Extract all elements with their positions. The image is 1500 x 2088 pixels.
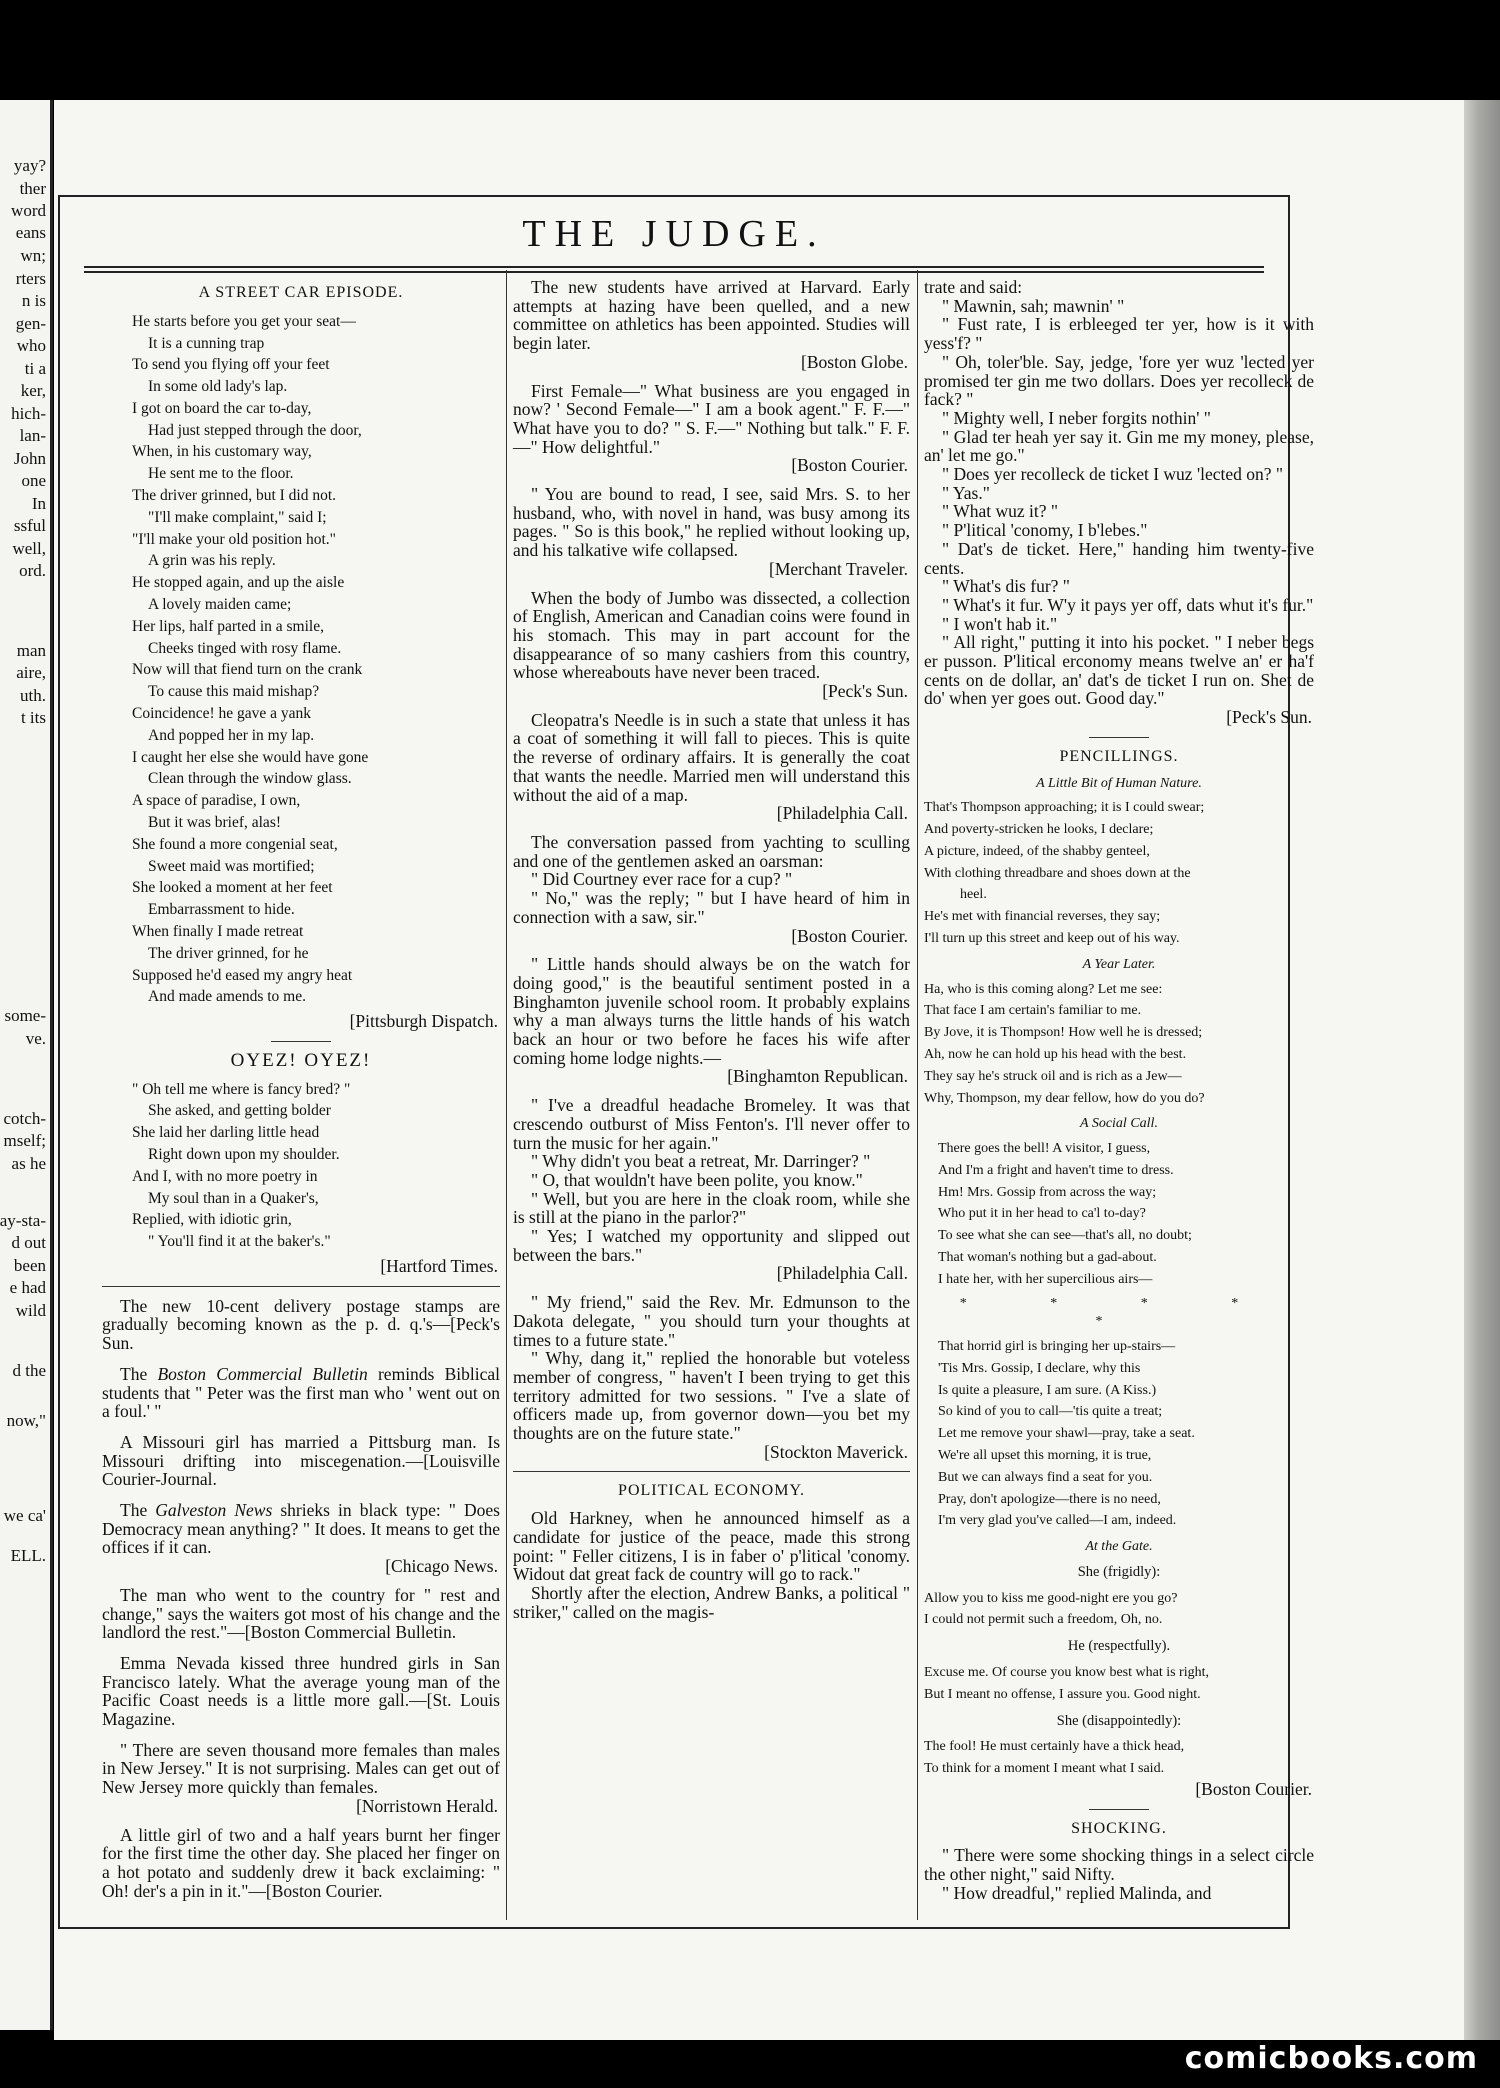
paragraph: The Galveston News shrieks in black type: " Does Democracy mean anything? " It does. It means to get the offices if it can.	[102, 1500, 500, 1558]
verse-line: I'm very glad you've called—I am, indeed.	[938, 1513, 1177, 1529]
prev-page-text-fragment: ssful	[13, 516, 46, 535]
verse-line: He's met with financial reverses, they say;	[924, 909, 1161, 925]
verse-line: Sweet maid was mortified;	[148, 857, 315, 875]
poem-street-car	[102, 311, 500, 1009]
verse-line: Pray, don't apologize—there is no need,	[938, 1491, 1161, 1507]
paragraph: " How dreadful," replied Malinda, and	[942, 1882, 1212, 1903]
verse-line: To see what she can see—that's all, no doubt;	[938, 1228, 1192, 1244]
prev-page-text-fragment: d the	[12, 1361, 46, 1380]
verse-line: But it was brief, alas!	[148, 814, 282, 832]
verse-line: I could not permit such a freedom, Oh, no.	[924, 1612, 1163, 1628]
source-credit: [Peck's Sun.	[1226, 707, 1312, 728]
prev-page-text-fragment: ve.	[25, 1029, 46, 1048]
dialogue-line: " Oh, toler'ble. Say, jedge, 'fore yer wuz 'lected yer promised ter gin me two dollars. Does yer recolleck de fack? "	[924, 351, 1314, 410]
verse-line: Embarrassment to hide.	[148, 901, 295, 919]
verse-block	[924, 1588, 1314, 1632]
prev-page-text-fragment: John	[13, 449, 46, 468]
verse-line: Ha, who is this coming along? Let me see:	[924, 981, 1163, 997]
verse-line: 'Tis Mrs. Gossip, I declare, why this	[938, 1360, 1141, 1376]
paragraph: The new students have arrived at Harvard. Early attempts at hazing have been quelled, and a new committee on athletics has been appointed. Studies will begin later.	[513, 277, 910, 354]
paragraph: When the body of Jumbo was dissected, a collection of English, American and Canadian coins were found in his stomach. This may in part account for the disappearance of so many cashiers from this country, whose whereabouts have never been traced.	[513, 587, 910, 683]
verse-line: When, in his customary way,	[132, 443, 312, 461]
verse-line: That woman's nothing but a gad-about.	[938, 1250, 1157, 1266]
prev-page-text-fragment: man	[16, 641, 46, 660]
source-credit: [Boston Courier.	[1195, 1778, 1312, 1799]
verse-line: But I meant no offense, I assure you. Good night.	[924, 1686, 1201, 1702]
paragraph: trate and said:	[924, 277, 1023, 297]
prev-page-text-fragment: wild	[15, 1301, 46, 1320]
verse-line: Now will that fiend turn on the crank	[132, 661, 363, 679]
verse-line: A picture, indeed, of the shabby genteel,	[924, 843, 1150, 859]
section-rule	[271, 1041, 331, 1042]
poem-title: A STREET CAR EPISODE.	[198, 284, 404, 301]
paragraph: " My friend," said the Rev. Mr. Edmunson to the Dakota delegate, " you should turn your thoughts at times to a future state."	[513, 1292, 910, 1350]
verse-line: Supposed he'd eased my angry heat	[132, 966, 353, 984]
paragraph: " Why, dang it," replied the honorable but voteless member of congress, " haven't I been trying to get this territory admitted for two sessions. " I've a slate of officers made up, from governor down—you bet my thoughts are on the future state."	[513, 1348, 910, 1444]
masthead-title: THE JUDGE.	[522, 213, 826, 255]
verse-block	[924, 1336, 1314, 1532]
dialogue-line: " Mighty well, I neber forgits nothin' "	[942, 407, 1211, 428]
verse-block	[924, 1736, 1314, 1780]
verse-line: I hate her, with her supercilious airs—	[938, 1271, 1153, 1287]
column-2	[513, 278, 910, 1621]
prev-page-text-fragment: uth.	[20, 686, 46, 705]
verse-line: Coincidence! he gave a yank	[132, 705, 312, 723]
paragraph: " No," was the reply; " but I have heard of him in connection with a saw, sir."	[513, 888, 910, 927]
verse-line: She found a more congenial seat,	[132, 835, 338, 853]
verse-line: They say he's struck oil and is rich as a Jew—	[924, 1068, 1182, 1084]
prev-page-text-fragment: ther	[19, 179, 46, 198]
source-credit: [Boston Globe.	[801, 351, 908, 372]
prev-page-text-fragment: ELL.	[10, 1546, 46, 1565]
paragraph: Emma Nevada kissed three hundred girls in San Francisco lately. What the average young man of the Pacific Coast needs is a little more gall.—[St. Louis Magazine.	[102, 1652, 500, 1730]
book-edge	[1464, 100, 1500, 2040]
paragraph: The man who went to the country for " rest and change," says the waiters got most of his change and the landlord the rest."—[Boston Commercial Bulletin.	[102, 1584, 500, 1643]
prev-page-text-fragment: ay-sta-	[0, 1211, 46, 1230]
ornament-stars: * * * * *	[959, 1295, 1279, 1330]
prev-page-text-fragment: been	[13, 1256, 46, 1275]
verse-line: Let me remove your shawl—pray, take a seat.	[938, 1426, 1195, 1442]
verse-line: There goes the bell! A visitor, I guess,	[938, 1141, 1151, 1157]
prev-page-text-fragment: t its	[20, 708, 46, 727]
dialogue-line: " All right," putting it into his pocket. " I neber begs er pusson. P'litical erconomy means twelve an' er ha'f cents on de dollar, an' dat's de ticket I run on. Shet de do' when yer goes out. Good day."	[924, 632, 1314, 709]
prev-page-text-fragment: ker,	[20, 381, 46, 400]
paragraph: Cleopatra's Needle is in such a state that unless it has a coat of something it will fall to pieces. This is quite the reverse of ordinary affairs. It is generally the coat that wants the needle. Married men will understand this without the aid of a map.	[513, 709, 910, 805]
prev-page-text-fragment: now,"	[6, 1411, 46, 1430]
verse-line: He stopped again, and up the aisle	[132, 574, 345, 592]
section-rule	[1089, 1809, 1149, 1810]
verse-line: Replied, with idiotic grin,	[132, 1211, 292, 1229]
section-rule	[1089, 737, 1149, 738]
prev-page-text-fragment: one	[21, 471, 46, 490]
speaker-label: She (frigidly):	[1077, 1563, 1161, 1580]
source-credit: [Binghamton Republican.	[727, 1066, 908, 1087]
verse-line: I'll turn up this street and keep out of his way.	[924, 931, 1180, 947]
verse-line: To send you flying off your feet	[132, 356, 330, 374]
verse-line: Why, Thompson, my dear fellow, how do you do?	[924, 1090, 1205, 1106]
dialogue-line: " Mawnin, sah; mawnin' "	[942, 295, 1125, 316]
masthead-rule-double	[84, 271, 1264, 273]
paragraph: Old Harkney, when he announced himself as a candidate for justice of the peace, made this strong point: " Feller citizens, I is in faber o' p'litical 'conomy. Widout dat great fack de country will go to rack."	[513, 1508, 910, 1585]
verse-line: He starts before you get your seat—	[132, 312, 356, 330]
section-rule	[513, 1471, 910, 1472]
source-credit: [Stockton Maverick.	[764, 1441, 908, 1462]
previous-page-fragment	[0, 100, 53, 2030]
paragraph: " I've a dreadful headache Bromeley. It was that crescendo outburst of Miss Fenton's. I'll never offer to turn the music for her again."	[513, 1095, 910, 1153]
paragraph: " O, that wouldn't have been polite, you know."	[531, 1169, 863, 1190]
verse-line: And poverty-stricken he looks, I declare;	[924, 822, 1154, 838]
verse-line: To cause this maid mishap?	[148, 683, 320, 701]
verse-line: He sent me to the floor.	[148, 465, 294, 483]
verse-line: And made amends to me.	[148, 988, 306, 1006]
source-credit: [Boston Courier.	[791, 925, 908, 946]
section-heading: PENCILLINGS.	[1059, 747, 1179, 765]
prev-page-text-fragment: we ca'	[3, 1506, 46, 1525]
speaker-label: He (respectfully).	[1067, 1638, 1171, 1655]
prev-page-text-fragment: gen-	[15, 314, 46, 333]
subheading: A Little Bit of Human Nature.	[1036, 775, 1202, 791]
verse-line: With clothing threadbare and shoes down at the	[924, 865, 1191, 881]
prev-page-text-fragment: who	[16, 336, 46, 355]
speaker-label: She (disappointedly):	[1056, 1712, 1182, 1729]
prev-page-text-fragment: well,	[12, 539, 46, 558]
verse-line: To think for a moment I meant what I said.	[924, 1761, 1165, 1776]
verse-line: Ah, now he can hold up his head with the best.	[924, 1046, 1187, 1062]
poem-oyez	[102, 1079, 500, 1253]
verse-line: The fool! He must certainly have a thick head,	[924, 1739, 1185, 1755]
paragraph: " Did Courtney ever race for a cup? "	[531, 869, 793, 890]
paragraph: Shortly after the election, Andrew Banks, a political " striker," called on the magis-	[513, 1583, 910, 1622]
verse-line: Her lips, half parted in a smile,	[132, 617, 324, 635]
paragraph: " There are seven thousand more females than males in New Jersey." It is not surprising. Males can get out of New Jersey more quickly than females.	[102, 1739, 500, 1798]
verse-line: A space of paradise, I own,	[132, 792, 301, 810]
prev-page-text-fragment: aire,	[16, 663, 46, 682]
paragraph: A Missouri girl has married a Pittsburg man. Is Missouri drifting into miscegenation.—[Louisville Courier-Journal.	[102, 1431, 500, 1490]
verse-line: Hm! Mrs. Gossip from across the way;	[938, 1184, 1157, 1200]
paragraph: " You are bound to read, I see, said Mrs. S. to her husband, who, with novel in hand, was busy among its pages. " So is this book," he replied without looking up, and his talkative wife collapsed.	[513, 484, 910, 561]
paragraph: First Female—" What business are you engaged in now? ' Second Female—" I am a book agent." F. F.—" What have you to do? " S. F.—" Nothing but talk." F. F.—" How delightful."	[513, 380, 910, 457]
prev-page-text-fragment: d out	[11, 1233, 46, 1252]
verse-line: It is a cunning trap	[148, 334, 265, 352]
verse-line: Right down upon my shoulder.	[148, 1146, 340, 1163]
verse-line: My soul than in a Quaker's,	[148, 1189, 319, 1207]
prev-page-text-fragment: cotch-	[3, 1109, 46, 1128]
dialogue-line: " What's dis fur? "	[942, 576, 1070, 597]
verse-line: By Jove, it is Thompson! How well he is dressed;	[924, 1025, 1203, 1041]
subheading: A Year Later.	[1082, 956, 1156, 972]
source-credit: [Merchant Traveler.	[769, 558, 908, 579]
source-credit: [Peck's Sun.	[822, 681, 908, 702]
verse-line: heel.	[960, 887, 987, 903]
subheading: At the Gate.	[1085, 1539, 1153, 1555]
section-heading: SHOCKING.	[1071, 1819, 1167, 1837]
verse-line: " You'll find it at the baker's."	[148, 1233, 331, 1251]
prev-page-text-fragment: mself;	[3, 1131, 46, 1150]
paragraph: " Little hands should always be on the watch for doing good," is the beautiful sentiment posted in a Binghamton juvenile school room. It probably explains why a man always turns the little hands of his watch back an hour or two before he faces his wife after coming home lodge nights.—	[513, 954, 910, 1068]
newspaper-page	[54, 100, 1464, 2040]
source-credit: [Hartford Times.	[380, 1255, 498, 1276]
dialogue-line: " Glad ter heah yer say it. Gin me my money, please, an' let me go."	[924, 426, 1314, 466]
verse-line: Clean through the window glass.	[148, 770, 352, 788]
paragraph: " Yes; I watched my opportunity and slipped out between the bars."	[513, 1226, 910, 1265]
verse-line: When finally I made retreat	[132, 923, 304, 941]
paragraph: The new 10-cent delivery postage stamps are gradually becoming known as the p. d. q.'s—[Peck's Sun.	[102, 1295, 500, 1354]
source-credit: [Pittsburgh Dispatch.	[349, 1011, 498, 1032]
verse-block	[924, 797, 1314, 950]
column-rule	[917, 270, 918, 1920]
prev-page-text-fragment: yay?	[13, 156, 46, 175]
dialogue-line: " Yas."	[942, 482, 990, 503]
verse-line: That's Thompson approaching; it is I could swear;	[924, 800, 1205, 816]
column-rule	[506, 270, 507, 1920]
verse-block	[924, 1662, 1314, 1706]
paragraph: The Boston Commercial Bulletin reminds Biblical students that " Peter was the first man who ' went out on a foul.' "	[102, 1363, 500, 1422]
verse-line: Had just stepped through the door,	[148, 421, 362, 439]
prev-page-text-fragment: wn;	[20, 246, 46, 265]
dialogue-line: " Dat's de ticket. Here," handing him twenty-five cents.	[924, 538, 1314, 578]
verse-line: And popped her in my lap.	[148, 726, 315, 744]
prev-page-text-fragment: ord.	[19, 561, 46, 580]
verse-line: I got on board the car to-day,	[132, 399, 312, 417]
prev-page-text-fragment: eans	[15, 223, 46, 242]
dialogue-line: " Does yer recolleck de ticket I wuz 'lected on? "	[942, 464, 1284, 485]
poem-title: OYEZ! OYEZ!	[230, 1049, 372, 1071]
dialogue-line: " I won't hab it."	[942, 613, 1058, 634]
prev-page-text-fragment: e had	[9, 1278, 46, 1297]
verse-line: So kind of you to call—'tis quite a treat;	[938, 1404, 1163, 1420]
subheading: A Social Call.	[1080, 1116, 1158, 1132]
prev-page-text-fragment: lan-	[19, 426, 46, 445]
dialogue-block	[924, 297, 1314, 708]
paragraph: " Why didn't you beat a retreat, Mr. Darringer? "	[531, 1151, 871, 1172]
verse-line: A grin was his reply.	[148, 552, 276, 570]
verse-line: And I'm a fright and haven't time to dress.	[938, 1162, 1174, 1178]
verse-line: " Oh tell me where is fancy bred? "	[132, 1080, 351, 1098]
prev-page-text-fragment: ti a	[24, 359, 46, 378]
verse-line: She looked a moment at her feet	[132, 879, 333, 897]
source-credit: [Philadelphia Call.	[776, 1263, 908, 1284]
prev-page-text-fragment: In	[31, 494, 46, 513]
dialogue-line: " Fust rate, I is erbleeged ter yer, how is it with yess'f? "	[924, 314, 1314, 354]
verse-line: Allow you to kiss me good-night ere you go?	[924, 1590, 1178, 1606]
section-rule	[102, 1286, 500, 1287]
paragraph: " Well, but you are here in the cloak room, while she is still at the piano in the parlor?"	[513, 1188, 910, 1228]
source-credit: [Chicago News.	[385, 1556, 498, 1577]
verse-line: And I, with no more poetry in	[132, 1167, 318, 1185]
verse-line: "I'll make complaint," said I;	[148, 508, 327, 526]
column-3	[924, 278, 1314, 1902]
paragraph: The conversation passed from yachting to sculling and one of the gentlemen asked an oarsman:	[513, 831, 910, 871]
verse-line: A lovely maiden came;	[148, 596, 292, 614]
verse-line: Is quite a pleasure, I am sure. (A Kiss.)	[938, 1382, 1157, 1398]
paragraph: " There were some shocking things in a select circle the other night," said Nifty.	[924, 1845, 1314, 1884]
verse-line: "I'll make your old position hot."	[132, 530, 337, 548]
verse-line: In some old lady's lap.	[148, 378, 288, 396]
prev-page-text-fragment: hich-	[11, 404, 46, 423]
prev-page-text-fragment: rters	[15, 269, 46, 288]
section-heading: POLITICAL ECONOMY.	[618, 1482, 805, 1500]
prev-page-text-fragment: word	[11, 201, 46, 220]
prev-page-text-fragment: n is	[21, 291, 46, 310]
verse-line: She asked, and getting bolder	[148, 1102, 331, 1120]
verse-line: She laid her darling little head	[132, 1124, 320, 1142]
masthead-rule	[84, 266, 1264, 268]
column-1	[102, 278, 500, 1912]
paragraph: A little girl of two and a half years burnt her finger for the first time the other day. She placed her finger on a hot potato and suddenly drew it back exclaiming: " Oh! der's a pin in it."—[Boston Courier.	[102, 1824, 500, 1901]
source-credit: [Philadelphia Call.	[776, 803, 908, 824]
source-credit: [Boston Courier.	[791, 455, 908, 476]
dialogue-line: " P'litical 'conomy, I b'lebes."	[942, 520, 1148, 541]
verse-line: But we can always find a seat for you.	[938, 1469, 1153, 1485]
verse-line: The driver grinned, but I did not.	[132, 487, 337, 505]
verse-line: Cheeks tinged with rosy flame.	[148, 639, 342, 657]
verse-line: I caught her else she would have gone	[132, 748, 369, 766]
watermark-text: comicbooks.com	[1184, 2041, 1478, 2076]
prev-page-text-fragment: as he	[11, 1154, 46, 1173]
verse-line: Who put it in her head to ca'l to-day?	[938, 1206, 1146, 1222]
verse-line: That face I am certain's familiar to me.	[924, 1003, 1142, 1019]
verse-line: We're all upset this morning, it is true,	[938, 1448, 1152, 1464]
verse-block	[924, 979, 1314, 1110]
prev-page-text-fragment: some-	[4, 1006, 46, 1025]
dialogue-line: " What wuz it? "	[942, 501, 1059, 522]
verse-line: The driver grinned, for he	[148, 944, 309, 962]
dialogue-line: " What's it fur. W'y it pays yer off, dats whut it's fur."	[942, 594, 1314, 615]
source-credit: [Norristown Herald.	[356, 1795, 498, 1816]
verse-line: That horrid girl is bringing her up-stairs—	[938, 1339, 1176, 1355]
verse-block	[924, 1138, 1314, 1291]
verse-line: Excuse me. Of course you know best what is right,	[924, 1664, 1209, 1680]
